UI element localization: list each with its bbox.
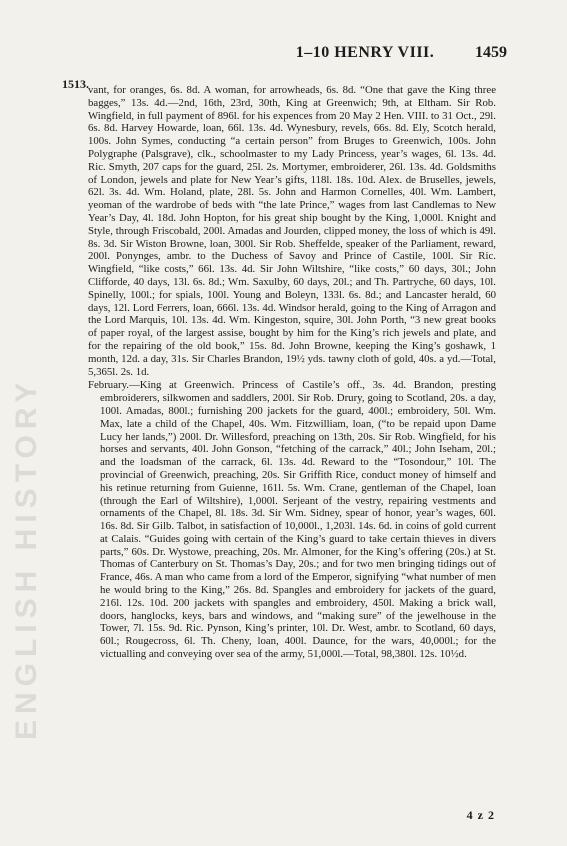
page-number: 1459 — [475, 44, 507, 61]
body-text — [88, 84, 496, 662]
paragraph-continued: vant, for oranges, 6s. 8d. A woman, for arrowheads, 6s. 8d. “One that gave the King three bagges,” 13s. 4d.—2nd, 16th, 23rd, 30th, King at Greenwich; 9th, at Eltham. Sir Rob. Wingfield, in full payment of 896l. for his expences from 20 May 2 Hen. VIII. to 31 Oct., 29l. 6s. 8d. Harvey Howarde, loan, 66l. 13s. 4d. Wynesbury, revels, 66s. 8d. Ely, Scotch herald, 100s. John Symes, conducting “a certain person” from Bruges to Greenwich, 100s. John Polygraphe (Palsgrave), clk., schoolmaster to my Lady Princess, year’s wages, 6l. 13s. 4d. Ric. Smyth, 207 caps for the guard, 25l. 2s. Mortymer, embroiderer, 26l. 13s. 4d. Goldsmiths of London, jewels and plate for New Year’s gifts, 118l. 18s. 10d. Alex. de Bruselles, jewels, 62l. 3s. 4d. Wm. Holand, plate, 28l. 5s. John and Harmon Cornelles, 40l. Wm. Lambert, yeoman of the wardrobe of beds with “the late Prince,” wages from last Candlemas to New Year’s Day, 4l. 18d. John Hopton, for his great ship bought by the King, 1,000l. Knight and Style, through Friscobald, 200l. Amadas and Jourden, clipped money, the loss of which is 49l. 8s. 3d. Sir Wiston Browne, loan, 300l. Sir Rob. Sheffelde, speaker of the Parliament, reward, 200l. Ponynges, ambr. to the Duchess of Savoy and Prince of Castile, 100l. Sir Ric. Wingfield, “like costs,” 66l. 13s. 4d. Sir John Wiltshire, “like costs,” 60 days, 30l.; John Clifforde, 40 days, 13l. 6s. 8d.; Wm. Saxulby, 60 days, 20l.; and Th. Partryche, 60 days, 10l. Spinelly, 100l.; for spials, 100l. Young and Boleyn, 133l. 6s. 8d.; and Lancaster herald, 60 days, 12l. Lord Ferrers, loan, 666l. 13s. 4d. Windsor herald, going to the King of Arragon and the Lord Marquis, 10l. 13s. 4d. Wm. Kingeston, squire, 30l. John Porth, “3 new great books of paper royal, of the largest assise, bought by him for the King’s rich jewels and plate, and for the repairing of the old book,” 15s. 8d. John Browne, keeping the King’s goshawk, 1 month, 12d. a day, 31s. Sir Charles Brandon, 19½ yds. tawny cloth of gold, 40s. a yd.—Total, 5,365l. 2s. 1d. — [88, 84, 496, 378]
signature-mark: 4 z 2 — [466, 808, 495, 822]
year-marginal: 1513. — [62, 77, 89, 91]
paragraph-february: February.—King at Greenwich. Princess of Castile’s off., 3s. 4d. Brandon, presting embroiderers, silkwomen and saddlers, 200l. Sir Rob. Drury, going to Scotland, 20s. a day, 100l. Amadas, 800l.; furnishing 200 jackets for the guard, 400l.; embroidery, 50l. Wm. Max, late a child of the Chapel, 40s. Wm. Fitzwilliam, loan, (“to be repaid upon Dame Lucy her lands,”) 200l. Dr. Willesford, preaching on 13th, 20s. Sir Rob. Wingfield, for his horses and servants, 40l. John Gonson, “fetching of the carrack,” 40l.; John Iseham, 20l.; and the loadsman of the carrack, 6l. 13s. 4d. Reward to the “Tosondour,” 10l. The provincial of Greenwich, preaching, 20s. Sir Griffith Rice, conduct money of himself and his retinue returning from Guienne, 161l. 5s. Wm. Crane, gentleman of the Chapel, loan (through the Earl of Wiltshire), 1,000l. Serjeant of the vestry, repairing vestments and ornaments of the Chapel, 8l. 18s. 3d. Sir Wm. Sidney, spear of honor, year’s wages, 60l. 16s. 8d. Sir Gilb. Talbot, in satisfaction of 10,000l., 1,203l. 14s. 6d. in coins of gold current at Calais. “Guides going with certain of the King’s guard to take certain thieves in divers parts,” 60s. Dr. Wystowe, preaching, 20s. Mr. Almoner, for the King’s offering (20s.) at St. Thomas of Canterbury on St. Thomas’s Day, 20s.; and for two men bringing tidings out of France, 46s. A man who came from a lord of the Emperor, signifying “what number of men he would bring to the King,” 26s. 8d. Spangles and embroidery for jackets of the guard, 216l. 12s. 10d. 200 jackets with spangles and embroidery, 450l. Making a brick wall, doors, hanglocks, keys, bars and windows, and “making sure” of the jewelhouse in the Tower, 7l. 15s. 9d. Ric. Pynson, King’s printer, 10l. Dr. West, ambr. to Scotland, 60 days, 60l.; Rougecross, 6l. Th. Cheny, loan, 400l. Daunce, for the wars, 40,000l.; for the victualling and conveying over sea of the army, 51,000l.—Total, 98,380l. 12s. 10½d. — [88, 379, 496, 661]
watermark: ENGLISH HISTORY — [10, 376, 43, 740]
running-head: 1–10 HENRY VIII. — [295, 44, 435, 61]
page-header — [0, 44, 567, 68]
